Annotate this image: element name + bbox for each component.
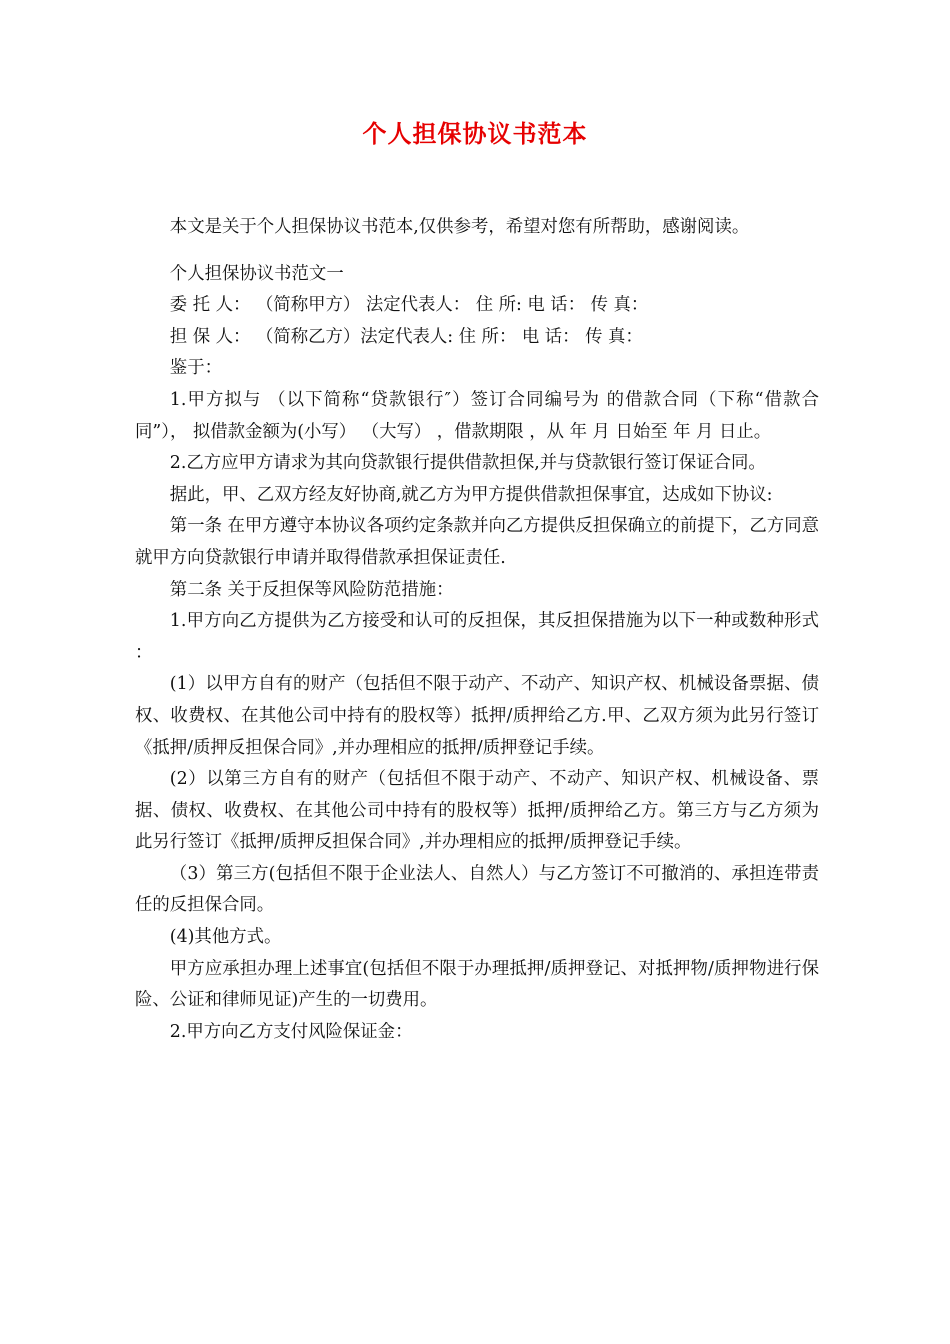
whereas-heading: 鉴于： [169,358,222,379]
counter-guarantee-option-1: (1）以甲方自有的财产（包括但不限于动产、不动产、知识产权、机械设备票据、债权、收费权、在其他公司中持有的股权等）抵押/质押给乙方.甲、乙双方须为此另行签订《抵押/质押反担保合同》,并办理相应的抵押/质押登记手续。 [135,674,819,758]
counter-guarantee-option-2: (2）以第三方自有的财产（包括但不限于动产、不动产、知识产权、机械设备、票据、债权、收费权、在其他公司中持有的股权等）抵押/质押给乙方。第三方与乙方须为此另行签订《抵押/质押反担保合同》,并办理相应的抵押/质押登记手续。 [135,769,819,853]
document-body [135,212,819,1048]
party-guarantor-line: 担 保 人： （简称乙方）法定代表人: 住 所： 电 话： 传 真： [169,326,643,347]
article-2-heading: 第二条 关于反担保等风险防范措施： [169,579,454,600]
article-1: 第一条 在甲方遵守本协议各项约定条款并向乙方提供反担保确立的前提下，乙方同意就甲方向贷款银行申请并取得借款承担保证责任. [135,516,819,568]
agreement-preamble: 据此，甲、乙双方经友好协商,就乙方为甲方提供借款担保事宜，达成如下协议: [169,484,773,505]
whereas-item-2: 2.乙方应甲方请求为其向贷款银行提供借款担保,并与贷款银行签订保证合同。 [169,453,766,474]
whereas-item-1: 1.甲方拟与 （以下简称“贷款银行″）签订合同编号为 的借款合同（下称“借款合同”）， 拟借款金额为(小写） （大写） ，借款期限 ，从 年 月 日始至 年 月 日止。 [135,389,819,442]
article-2-item-2: 2.甲方向乙方支付风险保证金： [169,1021,413,1042]
counter-guarantee-option-4: (4)其他方式。 [169,927,282,948]
intro-paragraph: 本文是关于个人担保协议书范本,仅供参考，希望对您有所帮助，感谢阅读。 [169,217,750,237]
counter-guarantee-option-3: （3）第三方(包括但不限于企业法人、自然人）与乙方签订不可撤消的、承担连带责任的反担保合同。 [135,863,819,916]
party-principal-line: 委 托 人： （简称甲方） 法定代表人： 住 所: 电 话： 传 真： [169,295,649,316]
article-2-item-1: 1.甲方向乙方提供为乙方接受和认可的反担保，其反担保措施为以下一种或数种形式 ： [135,611,819,663]
expenses-clause: 甲方应承担办理上述事宜(包括但不限于办理抵押/质押登记、对抵押物/质押物进行保险、公证和律师见证)产生的一切费用。 [135,958,819,1011]
document-title: 个人担保协议书范本 [362,120,588,148]
section-heading: 个人担保协议书范文一 [169,263,344,284]
